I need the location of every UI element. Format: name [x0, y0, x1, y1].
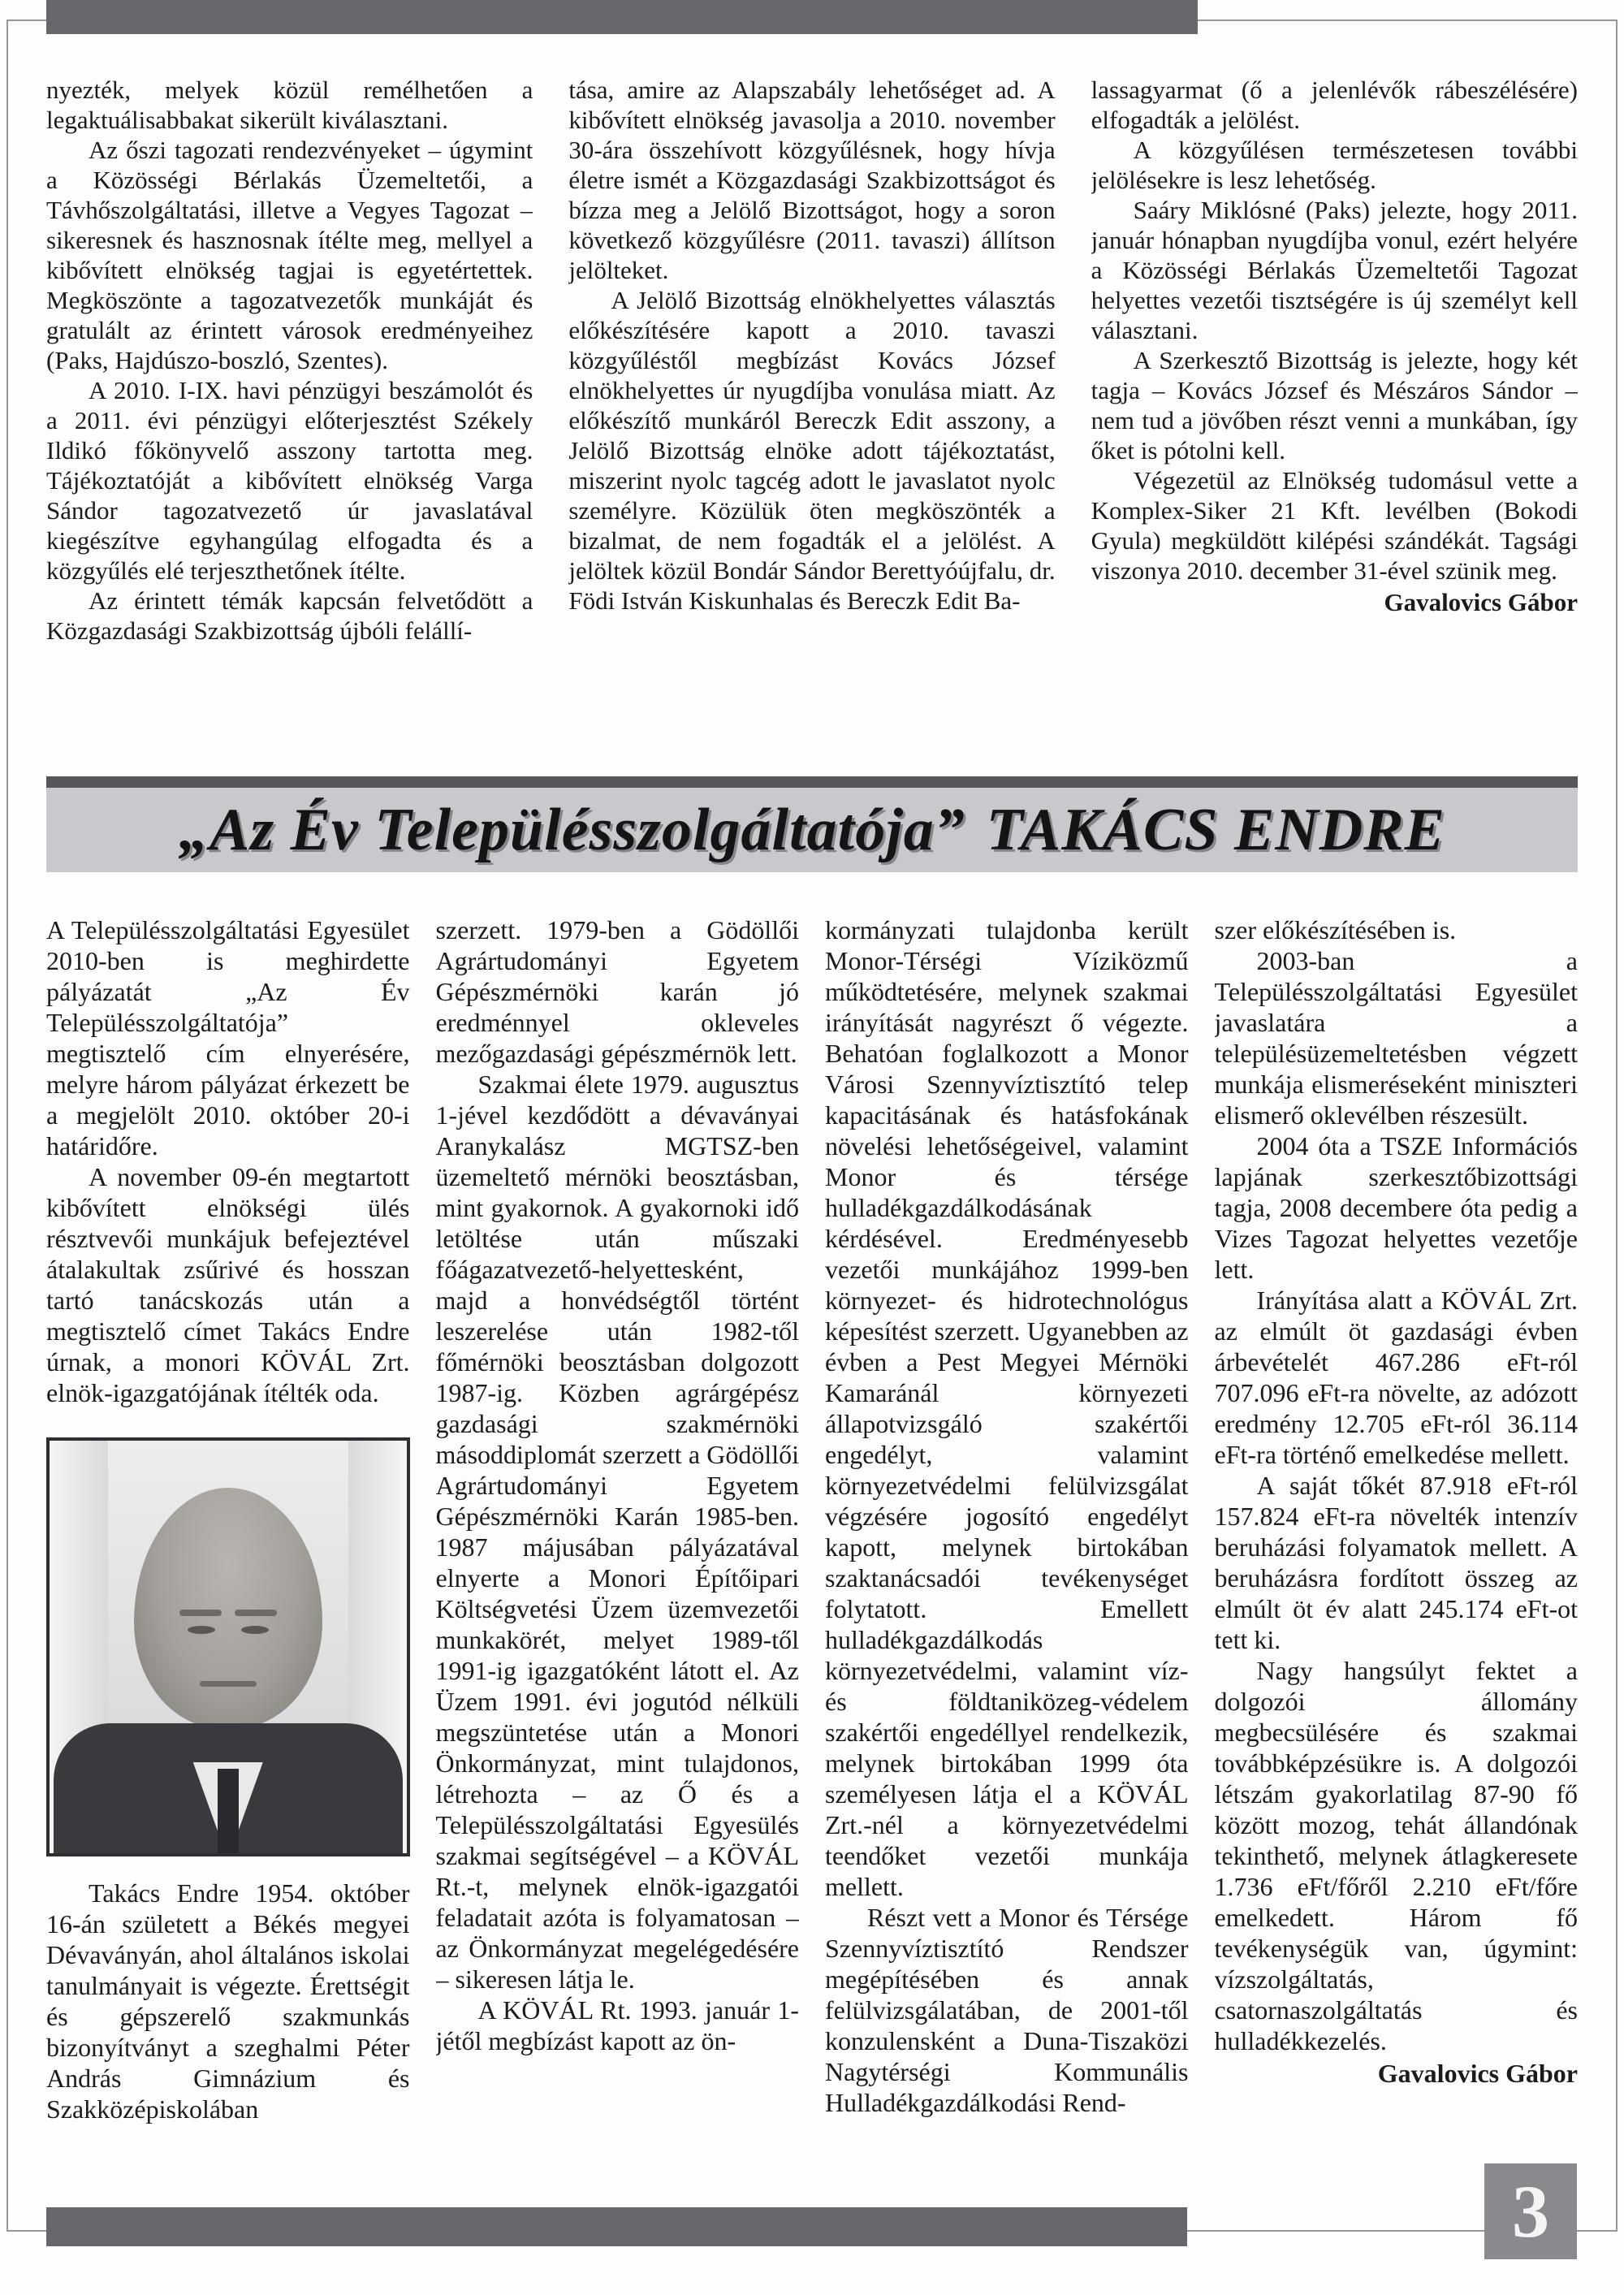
paragraph: A Településszolgáltatási Egyesület 2010-ben is meghirdette pályázatát „Az Év Településszolgáltatója” megtisztelő cím elnyerésére, melyre három pályázat érkezett be a megjelölt 2010. október 20-i határidőre. — [46, 915, 410, 1160]
paragraph: 2003-ban a Településszolgáltatási Egyesület javaslatára a településüzemeltetésben végzett munkája elismeréseként miniszteri elismerő oklevélben részesült. — [1214, 946, 1578, 1130]
headline-banner — [46, 776, 1578, 872]
top-gray-bar — [46, 0, 1198, 34]
feature-column-2 — [436, 914, 800, 2202]
paragraph: A Jelölő Bizottság elnökhelyettes választás előkészítésére kapott a 2010. tavaszi közgyűléstől megbízást Kovács József elnökhelyettes úr nyugdíjba vonulása miatt. Az előkészítő munkáról Bereczk Edit asszony, a Jelölő Bizottság elnöke adott tájékoztatást, miszerint nyolc tagcég adott le javaslatot nyolc személyre. Közülük öten megköszönték a bizalmat, de nem fogadták el a jelölést. A jelöltek közül Bondár Sándor Berettyóújfalu, dr. Födi István Kiskunhalas és Bereczk Edit Ba- — [568, 286, 1056, 615]
top-article — [46, 75, 1578, 763]
paragraph: A közgyűlésen természetesen további jelölésekre is lesz lehetőség. — [1091, 136, 1578, 194]
paragraph: tása, amire az Alapszabály lehetőséget ad. A kibővített elnökség javasolja a 2010. november 30-ára összehívott közgyűlésnek, hogy hívja életre ismét a Közgazdasági Szakbizottságot és bízza meg a Jelölő Bizottságot, hogy a soron következő közgyűlésre (2011. tavaszi) állítson jelölteket. — [568, 76, 1056, 284]
paragraph: szerzett. 1979-ben a Gödöllői Agrártudományi Egyetem Gépészmérnöki karán jó eredménnyel okleveles mezőgazdasági gépészmérnök lett. — [435, 915, 799, 1068]
paragraph: Az érintett témák kapcsán felvetődött a Közgazdasági Szakbizottság újbóli felállí- — [46, 586, 533, 645]
paragraph: kormányzati tulajdonba került Monor-Térségi Víziközmű működtetésére, melynek szakmai irányítását nagyrészt ő végezte. Behatóan foglalkozott a Monor Városi Szennyvíztisztító telep kapacitásának és hatásfokának növelési lehetőségeivel, valamint Monor és térsége hulladékgazdálkodásának kérdésével. Eredményesebb vezetői munkájához 1999-ben környezet- és hidrotechnológus képesítést szerzett. Ugyanebben az évben a Pest Megyei Mérnöki Kamaránál környezeti állapotvizsgáló szakértői engedélyt, valamint környezetvédelmi felülvizsgálat végzésére jogosító engedélyt kapott, melynek birtokában szaktanácsadói tevékenységet folytatott. Emellett hulladékgazdálkodás környezetvédelmi, valamint víz- és földtaniközeg-védelem szakértői engedéllyel rendelkezik, melynek birtokában 1999 óta személyesen látja el a KÖVÁL Zrt.-nél a környezetvédelmi teendőket vezetői munkája mellett. — [825, 915, 1189, 1901]
paragraph: Az őszi tagozati rendezvényeket – úgymint a Közösségi Bérlakás Üzemeltetői, a Távhőszolgáltatási, illetve a Vegyes Tagozat – sikeresnek és hasznosnak ítélte meg, mellyel a kibővített elnökség tagjai is egyetértettek. Megköszönte a tagozatvezetők munkáját és gratulált az érintett városok eredményeihez (Paks, Hajdúszo-boszló, Szentes). — [46, 136, 533, 374]
portrait-photo — [46, 1437, 410, 1856]
feature-article-signature: Gavalovics Gábor — [1377, 2059, 1578, 2088]
page-number-badge — [1484, 2163, 1577, 2259]
paragraph: A KÖVÁL Rt. 1993. január 1-jétől megbízást kapott az ön- — [435, 1995, 799, 2055]
top-article-column-1 — [46, 75, 533, 763]
top-article-signature: Gavalovics Gábor — [1384, 588, 1578, 616]
page-number: 3 — [1512, 2170, 1549, 2253]
paragraph: A 2010. I-IX. havi pénzügyi beszámolót és a 2011. évi pénzügyi előterjesztést Székely Ildikó főkönyvelő asszony tartotta meg. Tájékoztatóját a kibővített elnökség Varga Sándor tagozatvezető úr javaslatával kiegészítve egyhangúlag elfogadta és a közgyűlés elé terjeszthetőnek ítélte. — [46, 376, 533, 585]
portrait-tie — [218, 1769, 239, 1856]
paragraph: A november 09-én megtartott kibővített elnökségi ülés résztvevői munkájuk befejeztével átalakultak zsűrivé és hosszan tartó tanácskozás után a megtisztelő címet Takács Endre úrnak, a monori KÖVÁL Zrt. elnök-igazgatójának ítélték oda. — [46, 1162, 410, 1407]
paragraph: szer előkészítésében is. — [1214, 915, 1457, 944]
headline-name: TAKÁCS ENDRE — [986, 796, 1445, 863]
paragraph: nyezték, melyek közül remélhetően a legaktuálisabbakat sikerült kiválasztani. — [46, 76, 533, 134]
paragraph: A saját tőkét 87.918 eFt-ról 157.824 eFt-ra növelték intenzív beruházási folyamatok mellett. A beruházásra fordított összeg az elmúlt öt év alatt 245.174 eFt-ot tett ki. — [1214, 1471, 1578, 1654]
feature-column-4 — [1215, 914, 1579, 2202]
headline-quoted-title: „Az Év Településszolgáltatója” — [179, 796, 965, 863]
feature-article — [46, 914, 1578, 2202]
paragraph: Szakmai élete 1979. augusztus 1-jével kezdődött a dévaványai Aranykalász MGTSZ-ben üzemeltető mérnöki beosztásban, mint gyakornok. A gyakornoki idő letöltése után műszaki főágazatvezető-helyettesként, majd a honvédségtől történt leszerelése után 1982-től főmérnöki beosztásban dolgozott 1987-ig. Közben agrárgépész gazdasági szakmérnöki másoddiplomát szerzett a Gödöllői Agrártudományi Egyetem Gépészmérnöki Karán 1985-ben. 1987 májusában pályázatával elnyerte a Monori Építőipari Költségvetési Üzem üzemvezetői munkakörét, melyet 1989-től 1991-ig igazgatóként látott el. Az Üzem 1991. évi jogutód nélküli megszüntetése után a Monori Önkormányzat, mint tulajdonos, létrehozta – az Ő és a Településszolgáltatási Egyesülés szakmai segítségével – a KÖVÁL Rt.-t, melynek elnök-igazgatói feladatait azóta is folyamatosan – az Önkormányzat megelégedésére – sikeresen látja le. — [435, 1070, 799, 1994]
paragraph: Saáry Miklósné (Paks) jelezte, hogy 2011. január hónapban nyugdíjba vonul, ezért helyére a Közösségi Bérlakás Üzemeltetői Tagozat helyettes vezetői tisztségére is új személyt kell választani. — [1091, 196, 1578, 344]
paragraph: Végezetül az Elnökség tudomásul vette a Komplex-Siker 21 Kft. levélben (Bokodi Gyula) megküldött kilépési szándékát. Tagsági viszonya 2010. december 31-ével szünik meg. — [1091, 466, 1578, 585]
paragraph: Nagy hangsúlyt fektet a dolgozói állomány megbecsülésére és szakmai továbbképzésükre is. A dolgozói létszám gyakorlatilag 87-90 fő között mozog, tehát állandónak tekinthető, melynek átlagkeresete 1.736 eFt/főről 2.210 eFt/főre emelkedett. Három fő tevékenységük van, úgymint: vízszolgáltatás, csatornaszolgáltatás és hulladékkezelés. — [1214, 1656, 1578, 2055]
top-article-column-2 — [568, 75, 1055, 763]
paragraph: 2004 óta a TSZE Információs lapjának szerkesztőbizottsági tagja, 2008 decembere óta pedig a Vizes Tagozat helyettes vezetője lett. — [1214, 1131, 1578, 1284]
paragraph: Takács Endre 1954. október 16-án született a Békés megyei Dévaványán, ahol általános iskolai tanulmányait is végezte. Érettségit és gépszerelő szakmunkás bizonyítványt a szeghalmi Péter András Gimnázium és Szakközépiskolában — [46, 1878, 410, 2124]
feature-column-1 — [46, 914, 410, 2202]
portrait-head — [134, 1488, 322, 1728]
paragraph: A Szerkesztő Bizottság is jelezte, hogy két tagja – Kovács József és Mészáros Sándor – nem tud a jövőben részt venni a munkában, így őket is pótolni kell. — [1091, 346, 1578, 465]
paragraph: Részt vett a Monor és Térsége Szennyvíztisztító Rendszer megépítésében és annak felülvizsgálatában, de 2001-től konzulensként a Duna-Tiszaközi Nagytérségi Kommunális Hulladékgazdálkodási Rend- — [825, 1903, 1189, 2117]
feature-column-3 — [825, 914, 1189, 2202]
top-article-column-3 — [1091, 75, 1578, 763]
paragraph: Irányítása alatt a KÖVÁL Zrt. az elmúlt öt gazdasági évben árbevételét 467.286 eFt-ról 707.096 eFt-ra növelte, az adózott eredmény 12.705 eFt-ról 36.114 eFt-ra történő emelkedése mellett. — [1214, 1286, 1578, 1469]
bottom-gray-bar — [46, 2207, 1187, 2246]
portrait-suit — [54, 1723, 403, 1856]
paragraph: lassagyarmat (ő a jelenlévők rábeszélésére) elfogadták a jelölést. — [1091, 76, 1578, 134]
